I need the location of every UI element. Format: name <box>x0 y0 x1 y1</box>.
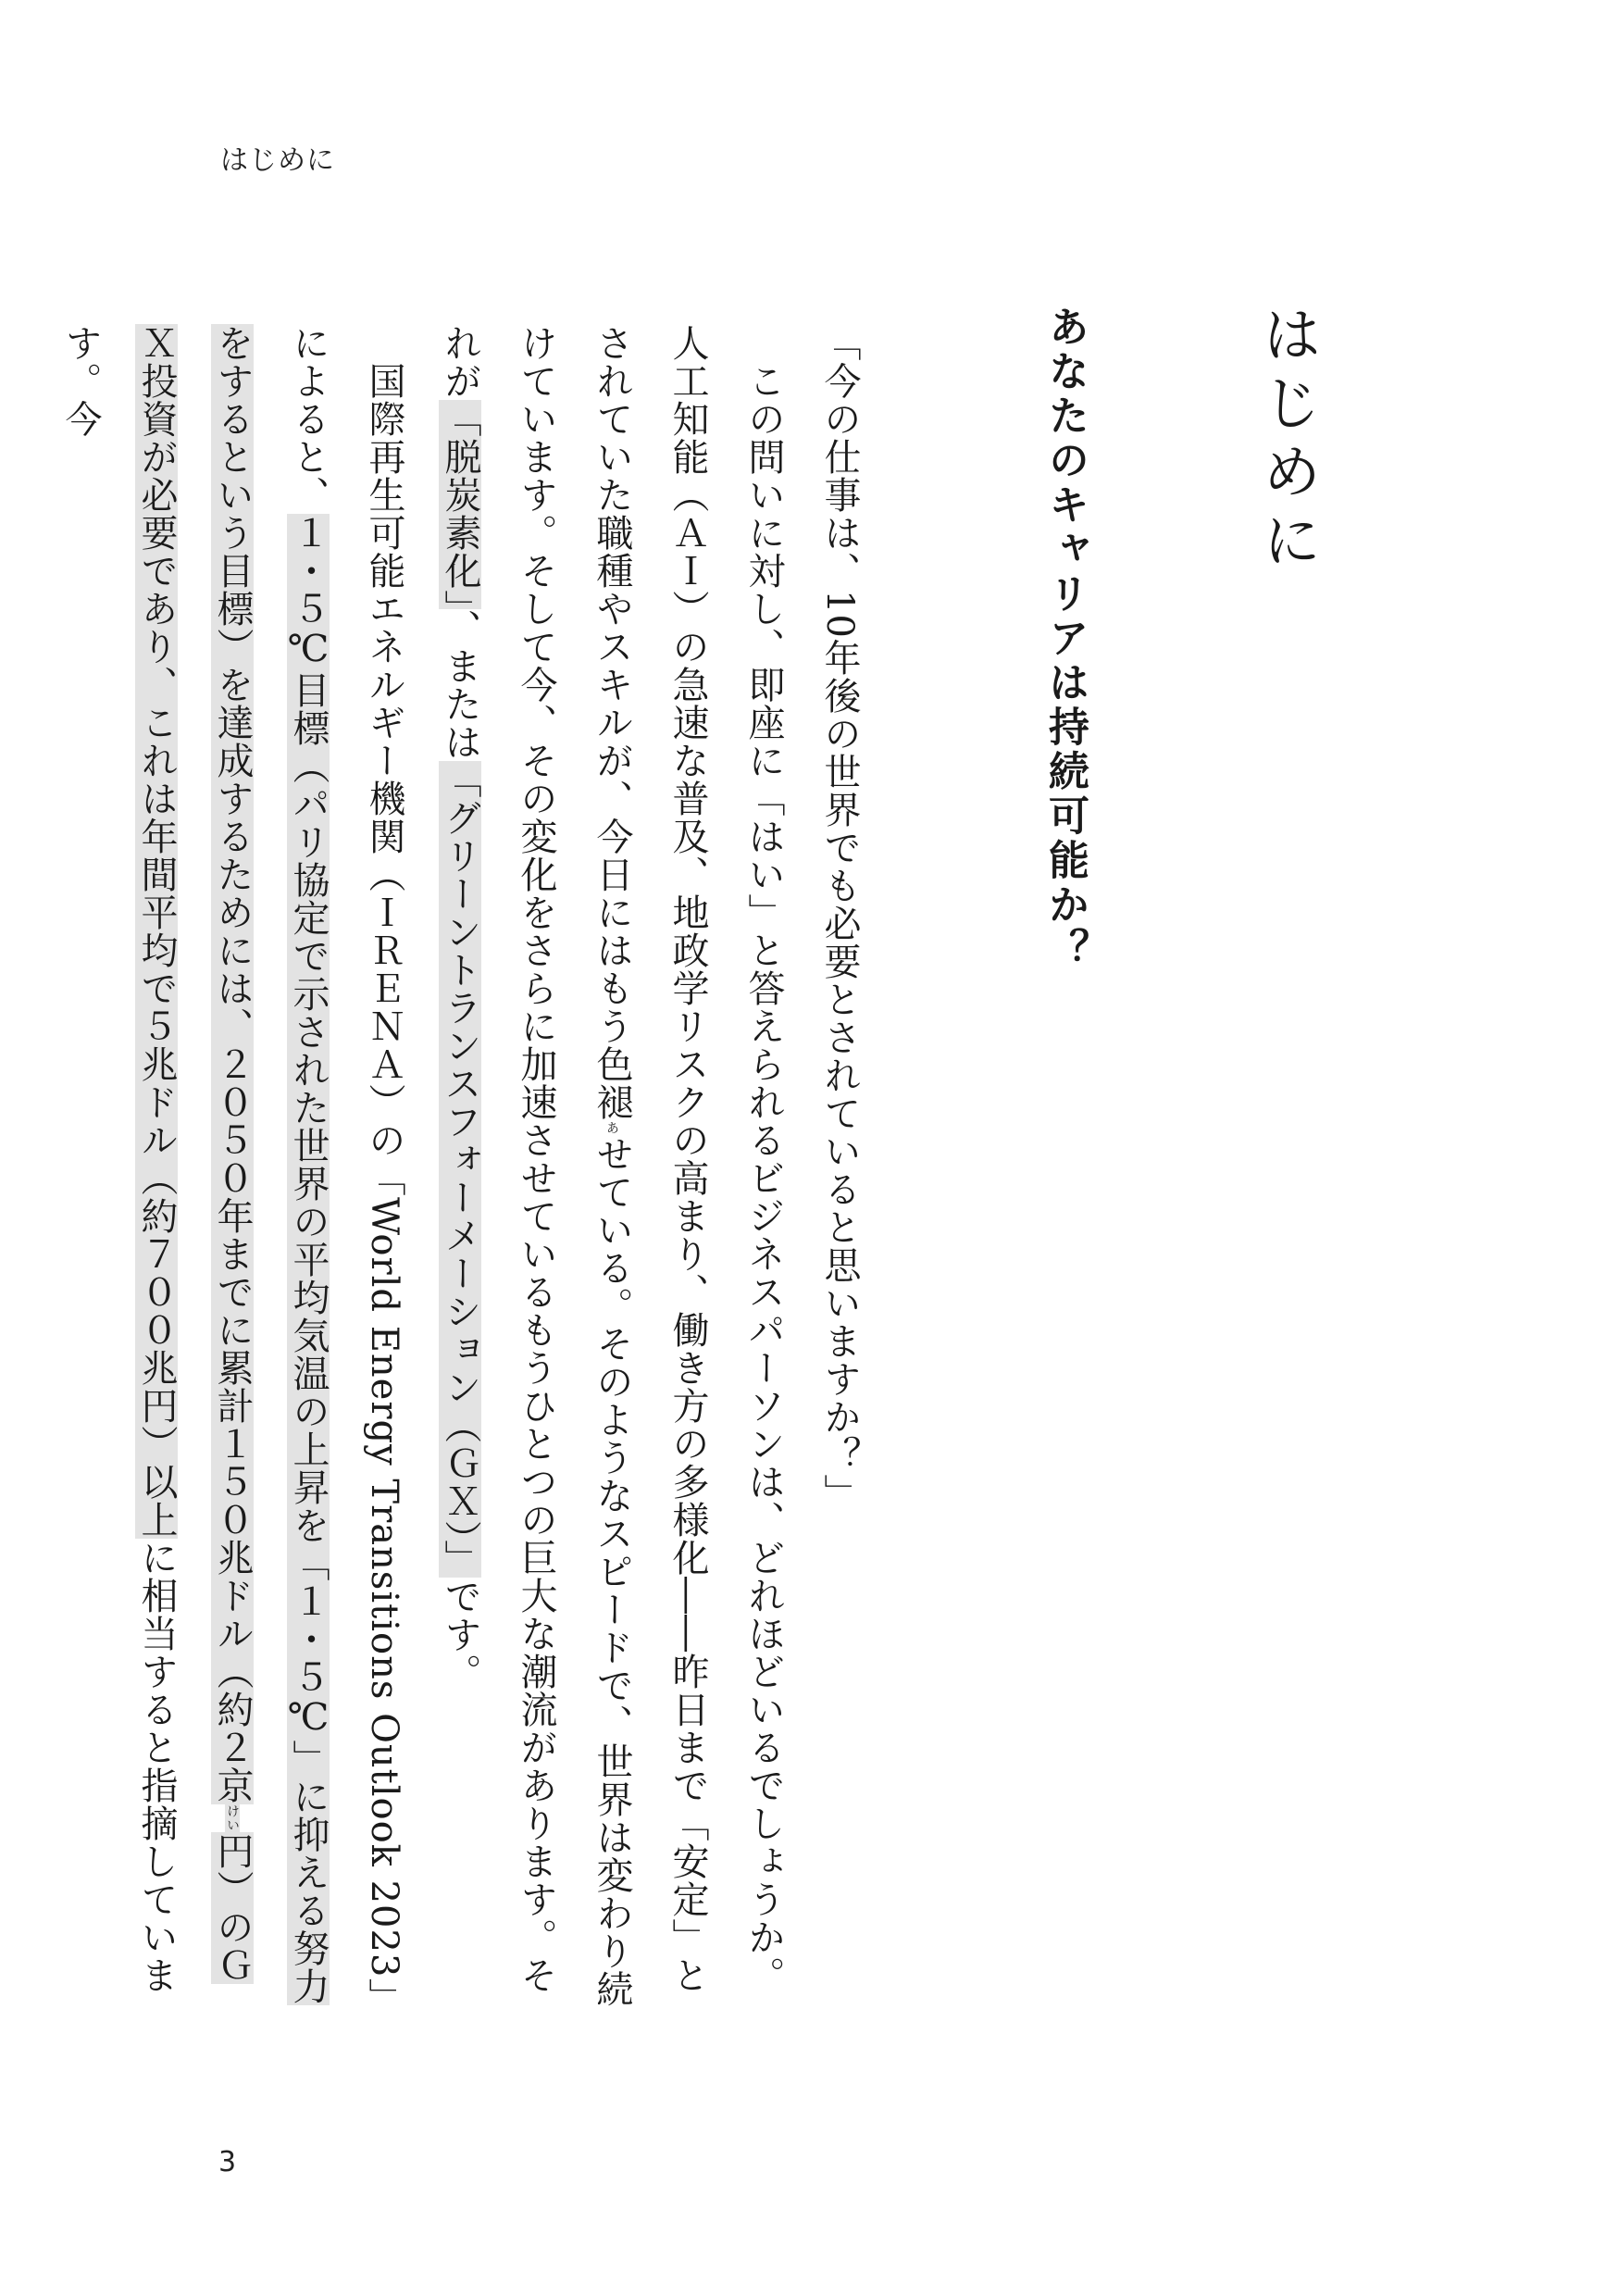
paragraph-1: 「今の仕事は、10年後の世界でも必要とされていると思いますか？」 <box>818 324 861 1512</box>
chapter-title: はじめに <box>1252 304 1321 578</box>
running-head: はじめに <box>220 144 335 177</box>
paragraph-2-text-a: この問いに対し、即座に「はい」と答えられるビジネスパーソンは、どれほどいるでしょうか。人工知能（ＡＩ）の急速な普及、地政学リスクの高まり、働き方の多様化――昨日まで「安定」とされていた職種やスキルが、今日にはもう色褪 <box>591 324 785 1994</box>
highlight-gx: 「グリーントランスフォーメーション（ＧＸ）」 <box>439 761 481 1578</box>
highlight-investment: １・５℃目標（パリ協定で示された世界の平均気温の上昇を「１・５℃」に抑える努力をするという目標）を達成するためには、２０５０年までに累計１５０兆ドル（約２京 <box>211 324 330 2005</box>
paragraph-3-text-a: 国際再生可能エネルギー機関（ＩＲＥＮＡ）の「World Energy Transitions Outlook 2023」によると、 <box>287 324 405 2016</box>
paragraph-3-text-b: に相当すると指摘しています。今 <box>59 324 178 1994</box>
page-number: 3 <box>218 2146 237 2178</box>
paragraph-2-text-c: 、または <box>439 609 481 761</box>
body-text <box>43 324 877 2018</box>
ruby-annotation: あ <box>604 1121 619 1135</box>
ruby-annotation-kei: けい <box>225 1804 240 1832</box>
paragraph-3 <box>43 324 422 2018</box>
section-heading: あなたのキャリアは持続可能か？ <box>1041 306 1089 972</box>
paragraph-2 <box>422 324 802 2018</box>
paragraph-2-text-d: です。 <box>439 1578 481 1691</box>
paragraph-2-text-b: せている。そのようなスピードで、世界は変わり続けています。そして今、その変化をさらに加速させているもうひとつの巨大な潮流があります。それが <box>439 324 633 2008</box>
highlight-investment-cont: 円）のＧＸ投資が必要であり、これは年間平均で５兆ドル（約７００兆円）以上 <box>135 324 254 1984</box>
highlight-decarbonization: 「脱炭素化」 <box>439 400 481 609</box>
